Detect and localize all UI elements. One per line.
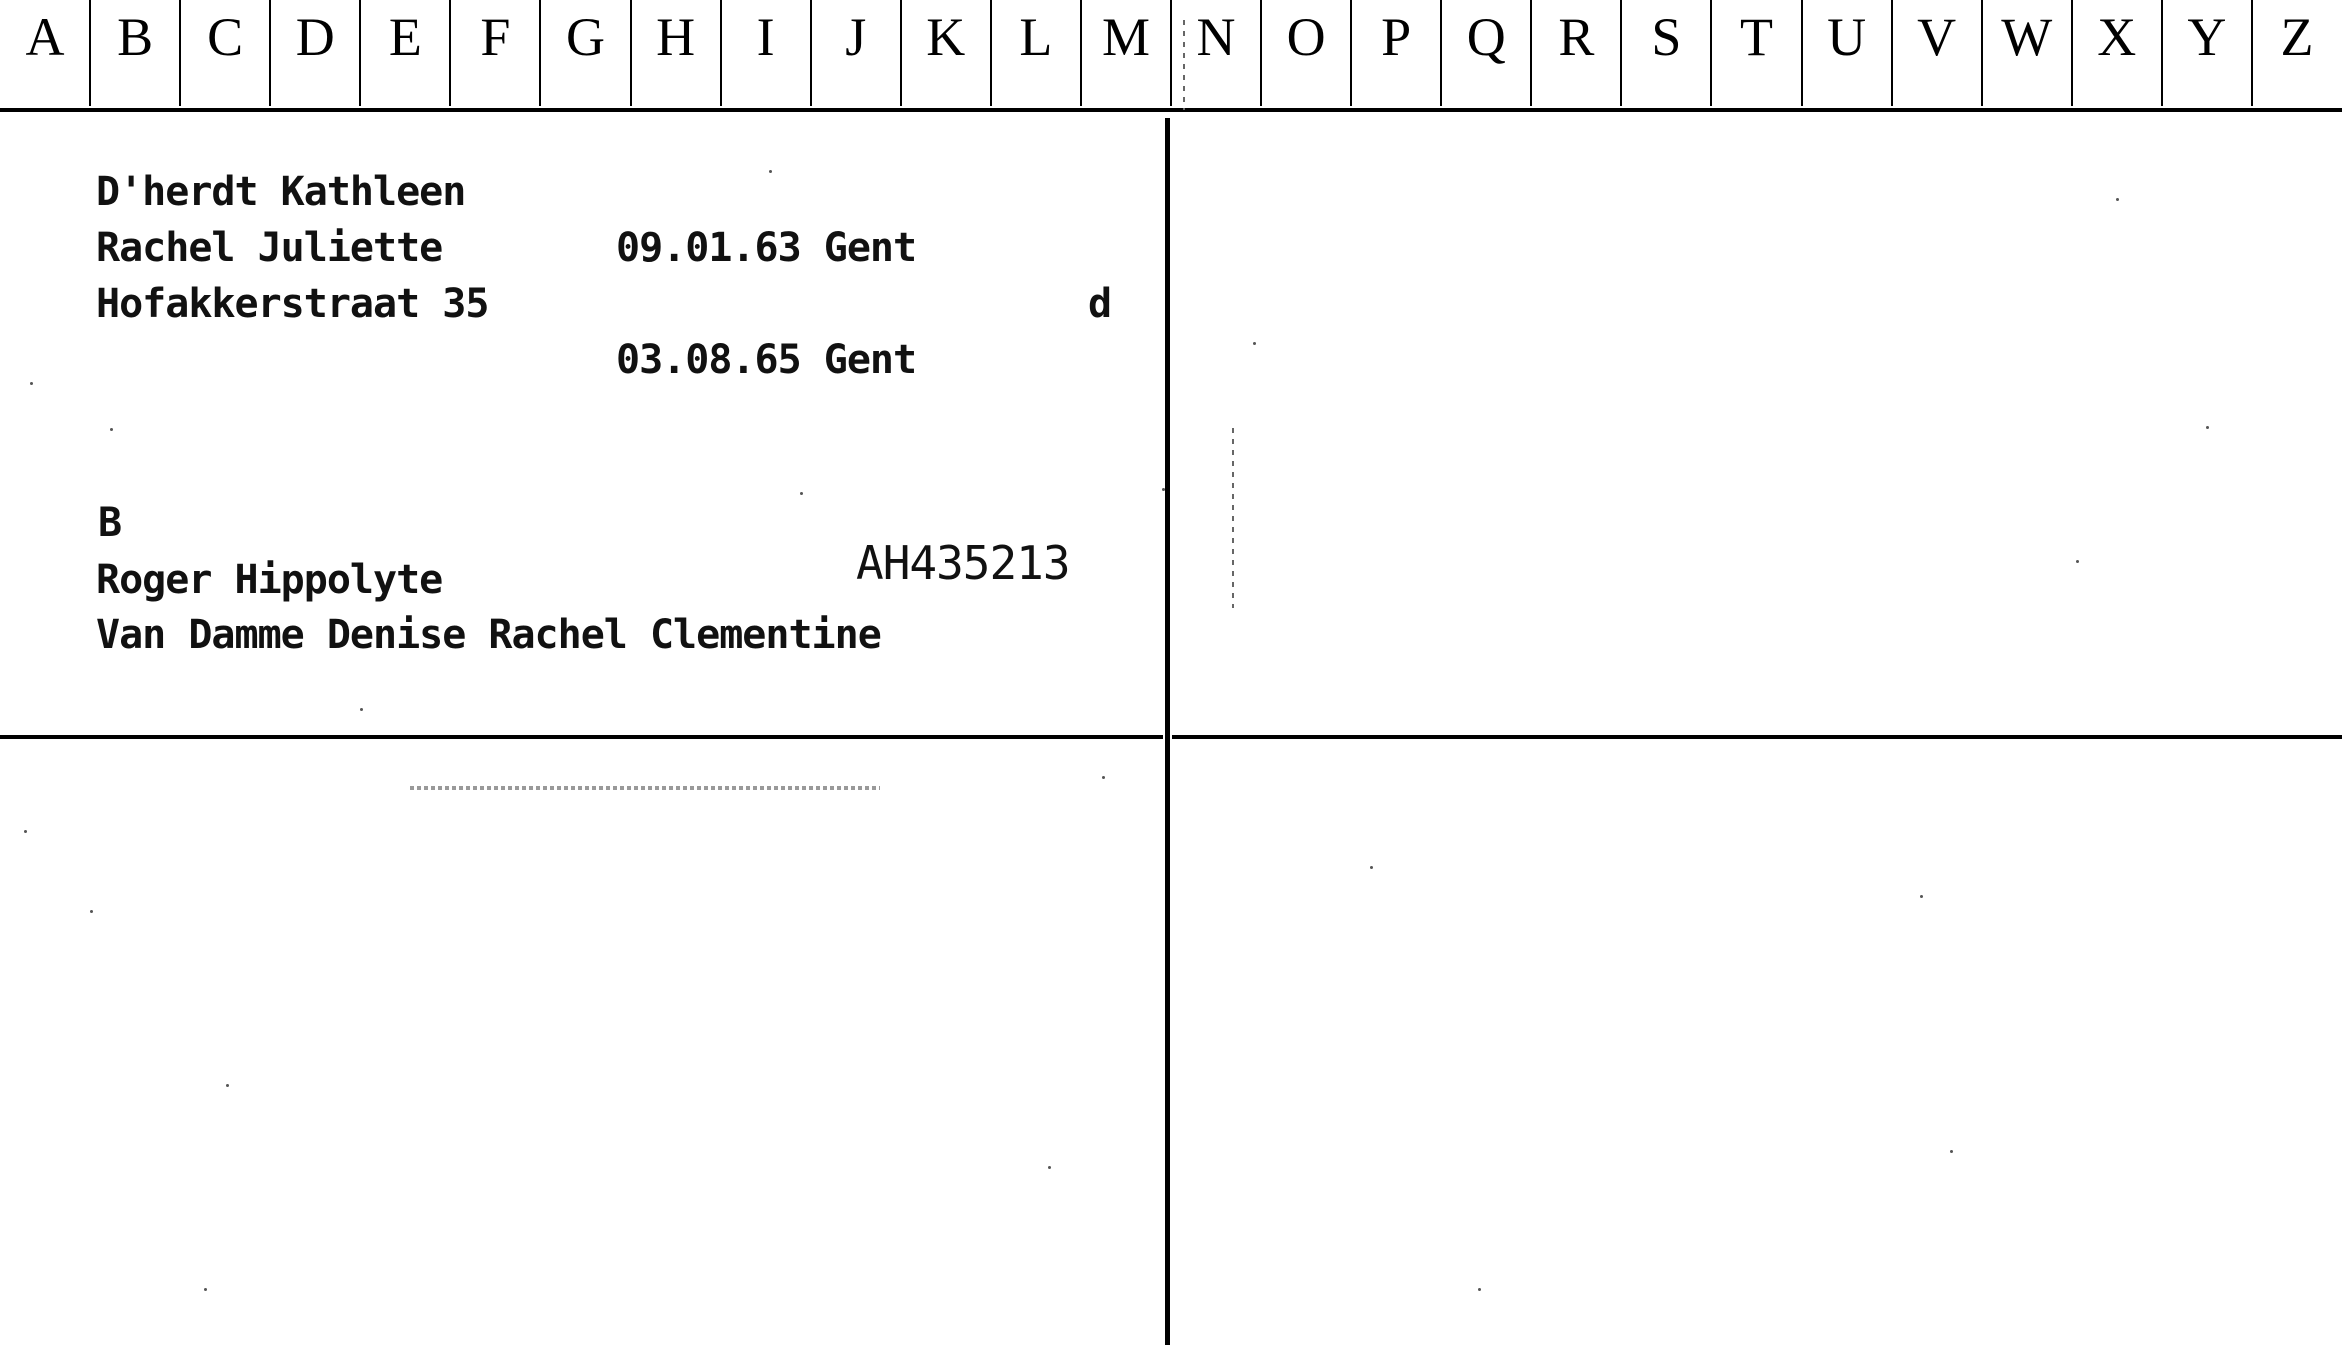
alphabet-letter-label: Y <box>2187 7 2227 67</box>
alphabet-letter-y <box>2162 0 2252 108</box>
alphabet-letter-label: U <box>1827 7 1867 67</box>
alphabet-letter-h <box>631 0 721 108</box>
alphabet-letter-label: Q <box>1466 7 1506 67</box>
dust-speck <box>2116 198 2119 201</box>
index-separator <box>1620 0 1622 106</box>
dust-speck <box>24 830 27 833</box>
alphabet-letter-v <box>1892 0 1982 108</box>
alphabet-letter-label: M <box>1101 7 1150 67</box>
alphabet-letter-c <box>180 0 270 108</box>
given-names: Rachel Juliette <box>96 225 443 271</box>
person-name: D'herdt Kathleen <box>96 169 466 215</box>
dust-speck <box>110 428 113 431</box>
alphabet-letter-s <box>1621 0 1711 108</box>
index-separator <box>539 0 541 106</box>
header-rule <box>0 108 2342 112</box>
index-separator <box>720 0 722 106</box>
index-separator <box>1440 0 1442 106</box>
index-separator <box>990 0 992 106</box>
alphabet-letter-p <box>1351 0 1441 108</box>
alphabet-letter-label: I <box>756 7 775 67</box>
index-separator <box>1080 0 1082 106</box>
index-separator <box>2071 0 2073 106</box>
index-separator <box>449 0 451 106</box>
dust-speck <box>1048 1166 1051 1169</box>
alphabet-letter-label: W <box>2001 7 2053 67</box>
dust-speck <box>30 382 33 385</box>
index-separator <box>2251 0 2253 106</box>
alphabet-letter-r <box>1531 0 1621 108</box>
alphabet-letter-a <box>0 0 90 108</box>
dust-speck <box>1478 1288 1481 1291</box>
index-separator <box>1891 0 1893 106</box>
index-separator <box>1260 0 1262 106</box>
alphabet-letter-label: F <box>480 7 511 67</box>
dust-speck <box>1370 866 1373 869</box>
alphabet-letter-label: O <box>1286 7 1326 67</box>
alphabet-letter-label: B <box>117 7 154 67</box>
index-separator <box>1350 0 1352 106</box>
index-separator <box>1710 0 1712 106</box>
index-separator <box>1801 0 1803 106</box>
alphabet-letter-t <box>1711 0 1801 108</box>
alphabet-letter-o <box>1261 0 1351 108</box>
index-separator <box>1981 0 1983 106</box>
alphabet-letter-label: Z <box>2280 7 2314 67</box>
center-divider <box>1165 118 1170 1345</box>
dust-speck <box>2206 426 2209 429</box>
index-separator <box>630 0 632 106</box>
alphabet-letter-label: L <box>1019 7 1053 67</box>
alphabet-letter-label: E <box>388 7 422 67</box>
alphabet-letter-m <box>1081 0 1171 108</box>
alphabet-letter-f <box>450 0 540 108</box>
mother-name: Van Damme Denise Rachel Clementine <box>96 612 881 658</box>
alphabet-letter-x <box>2072 0 2162 108</box>
alphabet-letter-label: J <box>845 7 867 67</box>
alphabet-letter-label: V <box>1917 7 1957 67</box>
strip-tick-dashes <box>1183 20 1185 110</box>
alphabet-letter-j <box>811 0 901 108</box>
dust-speck <box>1950 1150 1953 1153</box>
second-date-place: 03.08.65 Gent <box>616 337 917 383</box>
index-separator <box>89 0 91 106</box>
street-address: Hofakkerstraat 35 <box>96 281 489 327</box>
index-separator <box>1530 0 1532 106</box>
dust-speck <box>360 708 363 711</box>
perforation-mark <box>1232 428 1234 608</box>
index-separator <box>269 0 271 106</box>
dust-speck <box>2076 560 2079 563</box>
dust-speck <box>226 1084 229 1087</box>
alphabet-letter-l <box>991 0 1081 108</box>
alphabet-letter-z <box>2252 0 2342 108</box>
dust-speck <box>800 492 803 495</box>
alphabet-letter-q <box>1441 0 1531 108</box>
alphabet-letter-u <box>1802 0 1892 108</box>
dust-speck <box>1920 895 1923 898</box>
index-separator <box>179 0 181 106</box>
index-separator <box>359 0 361 106</box>
alphabet-letter-label: C <box>207 7 244 67</box>
dust-speck <box>769 170 772 173</box>
ink-smudge <box>410 786 880 790</box>
index-separator <box>900 0 902 106</box>
alphabet-letter-label: A <box>25 7 65 67</box>
alphabet-letter-label: G <box>565 7 605 67</box>
alphabet-letter-label: D <box>295 7 335 67</box>
index-separator <box>1170 0 1172 106</box>
father-names: Roger Hippolyte <box>96 557 443 603</box>
index-separator <box>810 0 812 106</box>
alphabet-letter-label: K <box>926 7 966 67</box>
dust-speck <box>204 1288 207 1291</box>
alphabet-letter-e <box>360 0 450 108</box>
alphabet-letter-label: T <box>1739 7 1773 67</box>
status-mark: d <box>1088 281 1112 327</box>
alphabet-index-strip <box>0 0 2342 108</box>
alphabet-letter-label: S <box>1651 7 1682 67</box>
reference-number: AH435213 <box>856 536 1070 590</box>
alphabet-letter-label: H <box>656 7 696 67</box>
index-separator <box>2161 0 2163 106</box>
dust-speck <box>90 910 93 913</box>
right-mid-divider <box>1172 735 2342 739</box>
dust-speck <box>1253 342 1256 345</box>
dust-speck <box>1102 776 1105 779</box>
alphabet-letter-label: N <box>1196 7 1236 67</box>
alphabet-letter-label: P <box>1381 7 1412 67</box>
alphabet-letter-i <box>721 0 811 108</box>
alphabet-letter-label: X <box>2097 7 2137 67</box>
alphabet-letter-d <box>270 0 360 108</box>
section-letter: B <box>98 500 122 546</box>
dust-speck <box>1162 488 1165 491</box>
alphabet-letter-g <box>540 0 630 108</box>
alphabet-letter-k <box>901 0 991 108</box>
alphabet-letter-b <box>90 0 180 108</box>
birth-date-place: 09.01.63 Gent <box>616 225 917 271</box>
alphabet-letter-w <box>1982 0 2072 108</box>
left-mid-divider <box>0 735 1163 739</box>
alphabet-letter-label: R <box>1558 7 1595 67</box>
